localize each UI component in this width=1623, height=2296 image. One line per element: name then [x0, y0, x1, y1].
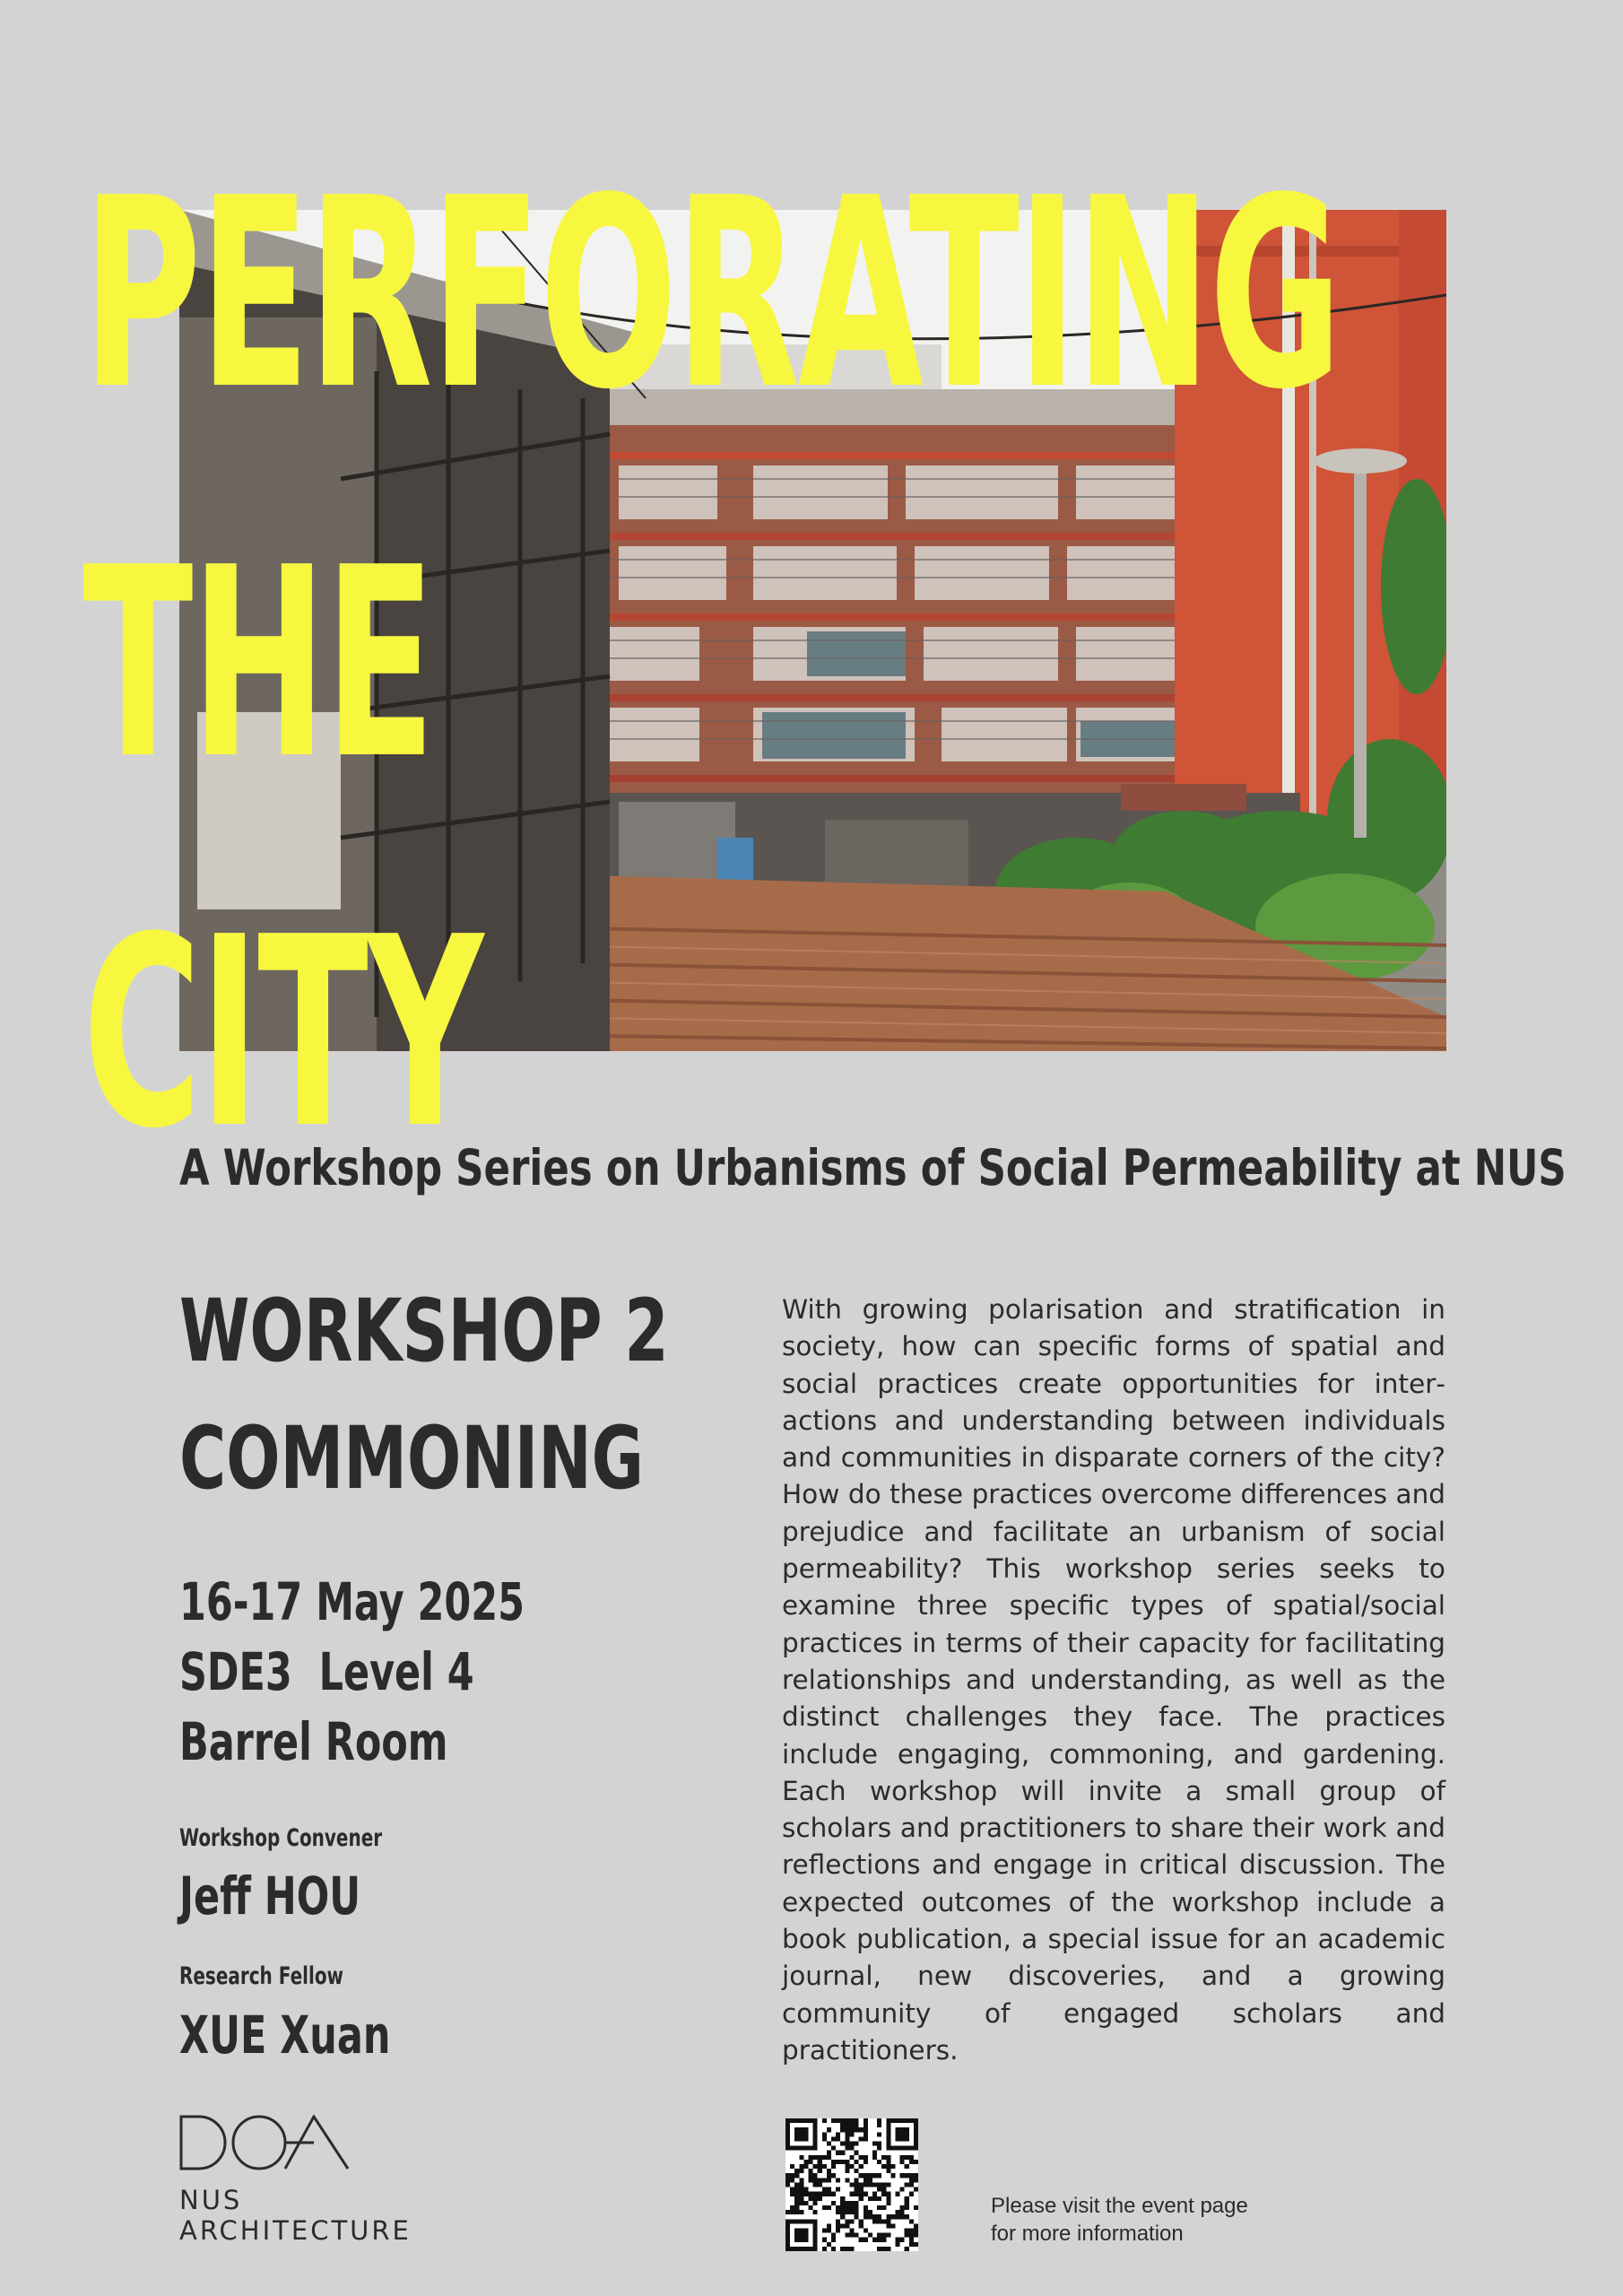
event-date: 16-17 May 2025 — [179, 1571, 525, 1632]
logo-text-nus: NUS — [179, 2185, 243, 2215]
poster-headline — [82, 109, 1340, 1218]
fellow-role: Research Fellow — [179, 1962, 344, 1990]
qr-instructions-line-1: Please visit the event page — [991, 2194, 1248, 2218]
logo-text-architecture: ARCHITECTURE — [179, 2215, 412, 2246]
fellow-name: XUE Xuan — [179, 2005, 391, 2066]
event-room: Barrel Room — [179, 1711, 448, 1772]
workshop-number: WORKSHOP 2 — [179, 1281, 669, 1381]
headline-line-1: PERFORATING — [82, 142, 1341, 447]
workshop-theme: COMMONING — [179, 1408, 644, 1509]
qr-code-pattern — [785, 2118, 918, 2251]
convener-name: Jeff HOU — [179, 1866, 361, 1926]
workshop-description: With growing polarisation and stratification in society, how can specific forms of spatial and social practices create opportunities for interactions and understanding between individuals and communities in disparate corners of the city? How do these practices overcome differences and prejudice and facilitate an urbanism of social permeability? This workshop series seeks to examine three specific types of spatial/social practices in terms of their capacity for facilitating relationships and understanding, as well as the distinct challenges they face. The practices include engaging, commoning, and gardening. Each workshop will invite a small group of scholars and practitioners to share their work and reflections and engage in critical discussion. The expected outcomes of the workshop include a book publication, a special issue for an academic journal, new discoveries, and a growing community of engaged scholars and practitioners. — [782, 1294, 1445, 2066]
qr-instructions — [991, 2192, 1248, 2248]
headline-line-2: THE — [82, 511, 434, 816]
headline-line-3: CITY — [82, 881, 482, 1186]
convener-role: Workshop Convener — [179, 1824, 383, 1852]
nus-architecture-logo — [179, 2115, 412, 2246]
event-qr-code[interactable] — [785, 2118, 918, 2251]
event-building: SDE3 Level 4 — [179, 1641, 474, 1702]
doa-logo-mark — [179, 2115, 350, 2170]
qr-instructions-line-2: for more information — [991, 2222, 1184, 2246]
series-subtitle: A Workshop Series on Urbanisms of Social Permeability at NUS — [179, 1139, 1567, 1196]
